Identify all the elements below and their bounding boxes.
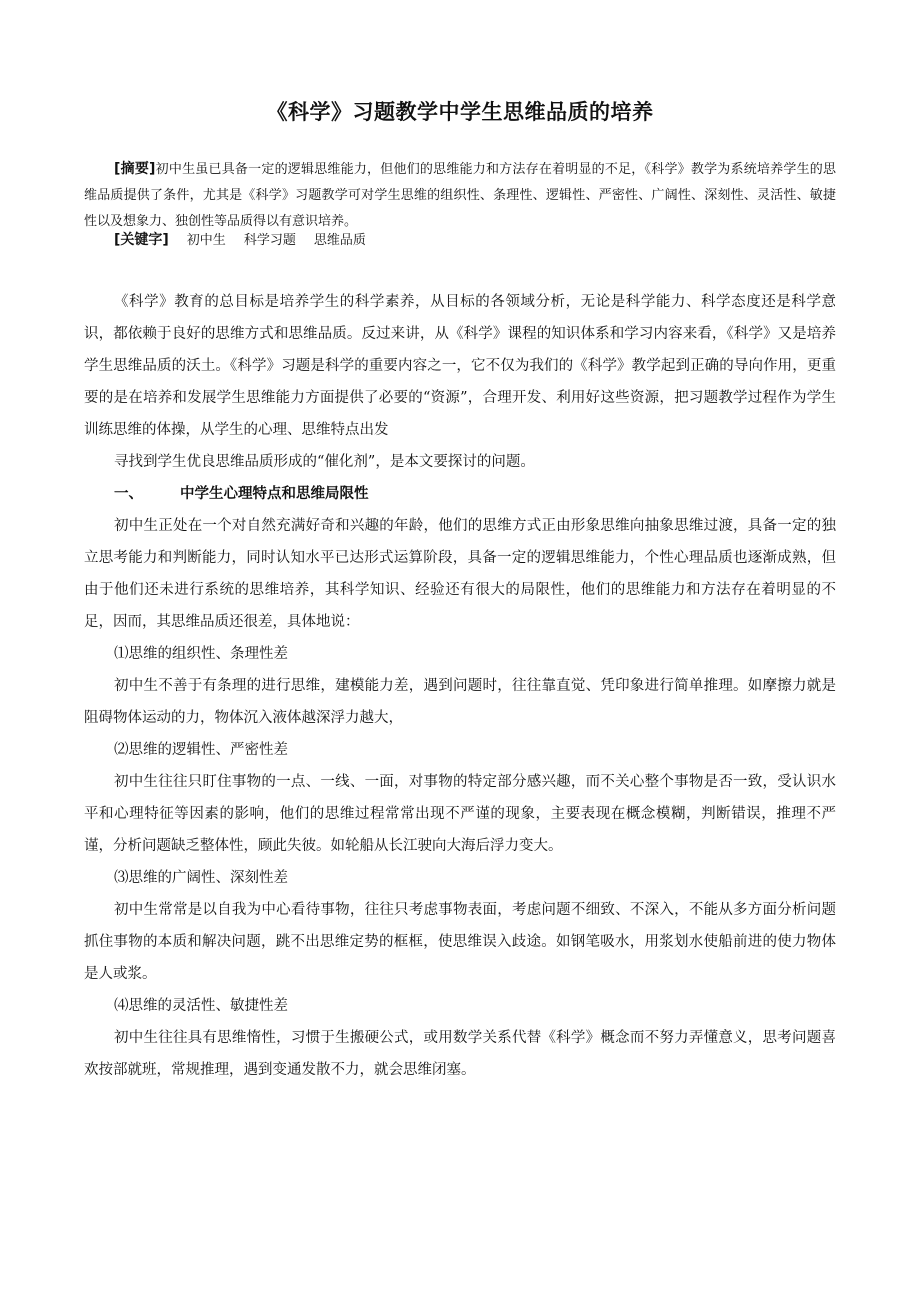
subsection-heading-1: ⑴思维的组织性、条理性差 [114, 646, 288, 662]
section-number: 一、 [114, 486, 143, 502]
abstract [84, 156, 836, 235]
body-text [84, 286, 836, 1086]
keyword-3: 思维品质 [313, 233, 366, 248]
section-heading-text: 中学生心理特点和思维局限性 [180, 486, 369, 502]
abstract-label: [摘要] [114, 161, 156, 177]
intro-paragraph-2: 寻找到学生优良思维品质形成的“催化剂”，是本文要探讨的问题。 [114, 454, 535, 470]
subsection-text-4: 初中生往往具有思维惰性，习惯于生搬硬公式，或用数学关系代替《科学》概念而不努力弄懂意义，思考问题喜欢按部就班，常规推理，遇到变通发散不力，就会思维闭塞。 [84, 1030, 836, 1078]
document-title: 《科学》习题教学中学生思维品质的培养 [266, 100, 654, 124]
section-heading [84, 478, 836, 510]
keywords-label: [关键字] [114, 232, 169, 248]
subsection-text-1: 初中生不善于有条理的进行思维，建模能力差，遇到问题时，往往靠直觉、凭印象进行简单推理。如摩擦力就是阻碍物体运动的力，物体沉入液体越深浮力越大， [84, 678, 836, 726]
subsection-heading-2: ⑵思维的逻辑性、严密性差 [114, 742, 288, 758]
subsection-text-3: 初中生常常是以自我为中心看待事物，往往只考虑事物表面，考虑问题不细致、不深入，不能从多方面分析问题抓住事物的本质和解决问题，跳不出思维定势的框框，使思维误入歧途。如钢笔吸水，用浆划水使船前进的使力物体是人或浆。 [84, 902, 836, 982]
keyword-1: 初中生 [186, 233, 226, 248]
intro-paragraph-1: 《科学》教育的总目标是培养学生的科学素养，从目标的各领域分析，无论是科学能力、科学态度还是科学意识，都依赖于良好的思维方式和思维品质。反过来讲，从《科学》课程的知识体系和学习内容来看，《科学》又是培养学生思维品质的沃土。《科学》习题是科学的重要内容之一，它不仅为我们的《科学》教学起到正确的导向作用，更重要的是在培养和发展学生思维能力方面提供了必要的“资源”，合理开发、利用好这些资源，把习题教学过程作为学生训练思维的体操，从学生的心理、思维特点出发 [84, 294, 836, 438]
keyword-2: 科学习题 [243, 233, 296, 248]
subsection-text-2: 初中生往往只盯住事物的一点、一线、一面，对事物的特定部分感兴趣，而不关心整个事物是否一致，受认识水平和心理特征等因素的影响，他们的思维过程常常出现不严谨的现象，主要表现在概念模糊，判断错误，推理不严谨，分析问题缺乏整体性，顾此失彼。如轮船从长江驶向大海后浮力变大。 [84, 774, 836, 854]
subsection-heading-4: ⑷思维的灵活性、敏捷性差 [114, 998, 288, 1014]
section-paragraph: 初中生正处在一个对自然充满好奇和兴趣的年龄，他们的思维方式正由形象思维向抽象思维过渡，具备一定的独立思考能力和判断能力，同时认知水平已达形式运算阶段，具备一定的逻辑思维能力，个性心理品质也逐渐成熟，但由于他们还未进行系统的思维培养，其科学知识、经验还有很大的局限性，他们的思维能力和方法存在着明显的不足，因而，其思维品质还很差，具体地说： [84, 518, 836, 630]
subsection-heading-3: ⑶思维的广阔性、深刻性差 [114, 870, 288, 886]
keywords [114, 228, 366, 253]
abstract-text: 初中生虽已具备一定的逻辑思维能力，但他们的思维能力和方法存在着明显的不足，《科学》教学为系统培养学生的思维品质提供了条件，尤其是《科学》习题教学可对学生思维的组织性、条理性、逻辑性、严密性、广阔性、深刻性、灵活性、敏捷性以及想象力、独创性等品质得以有意识培养。 [84, 162, 836, 229]
